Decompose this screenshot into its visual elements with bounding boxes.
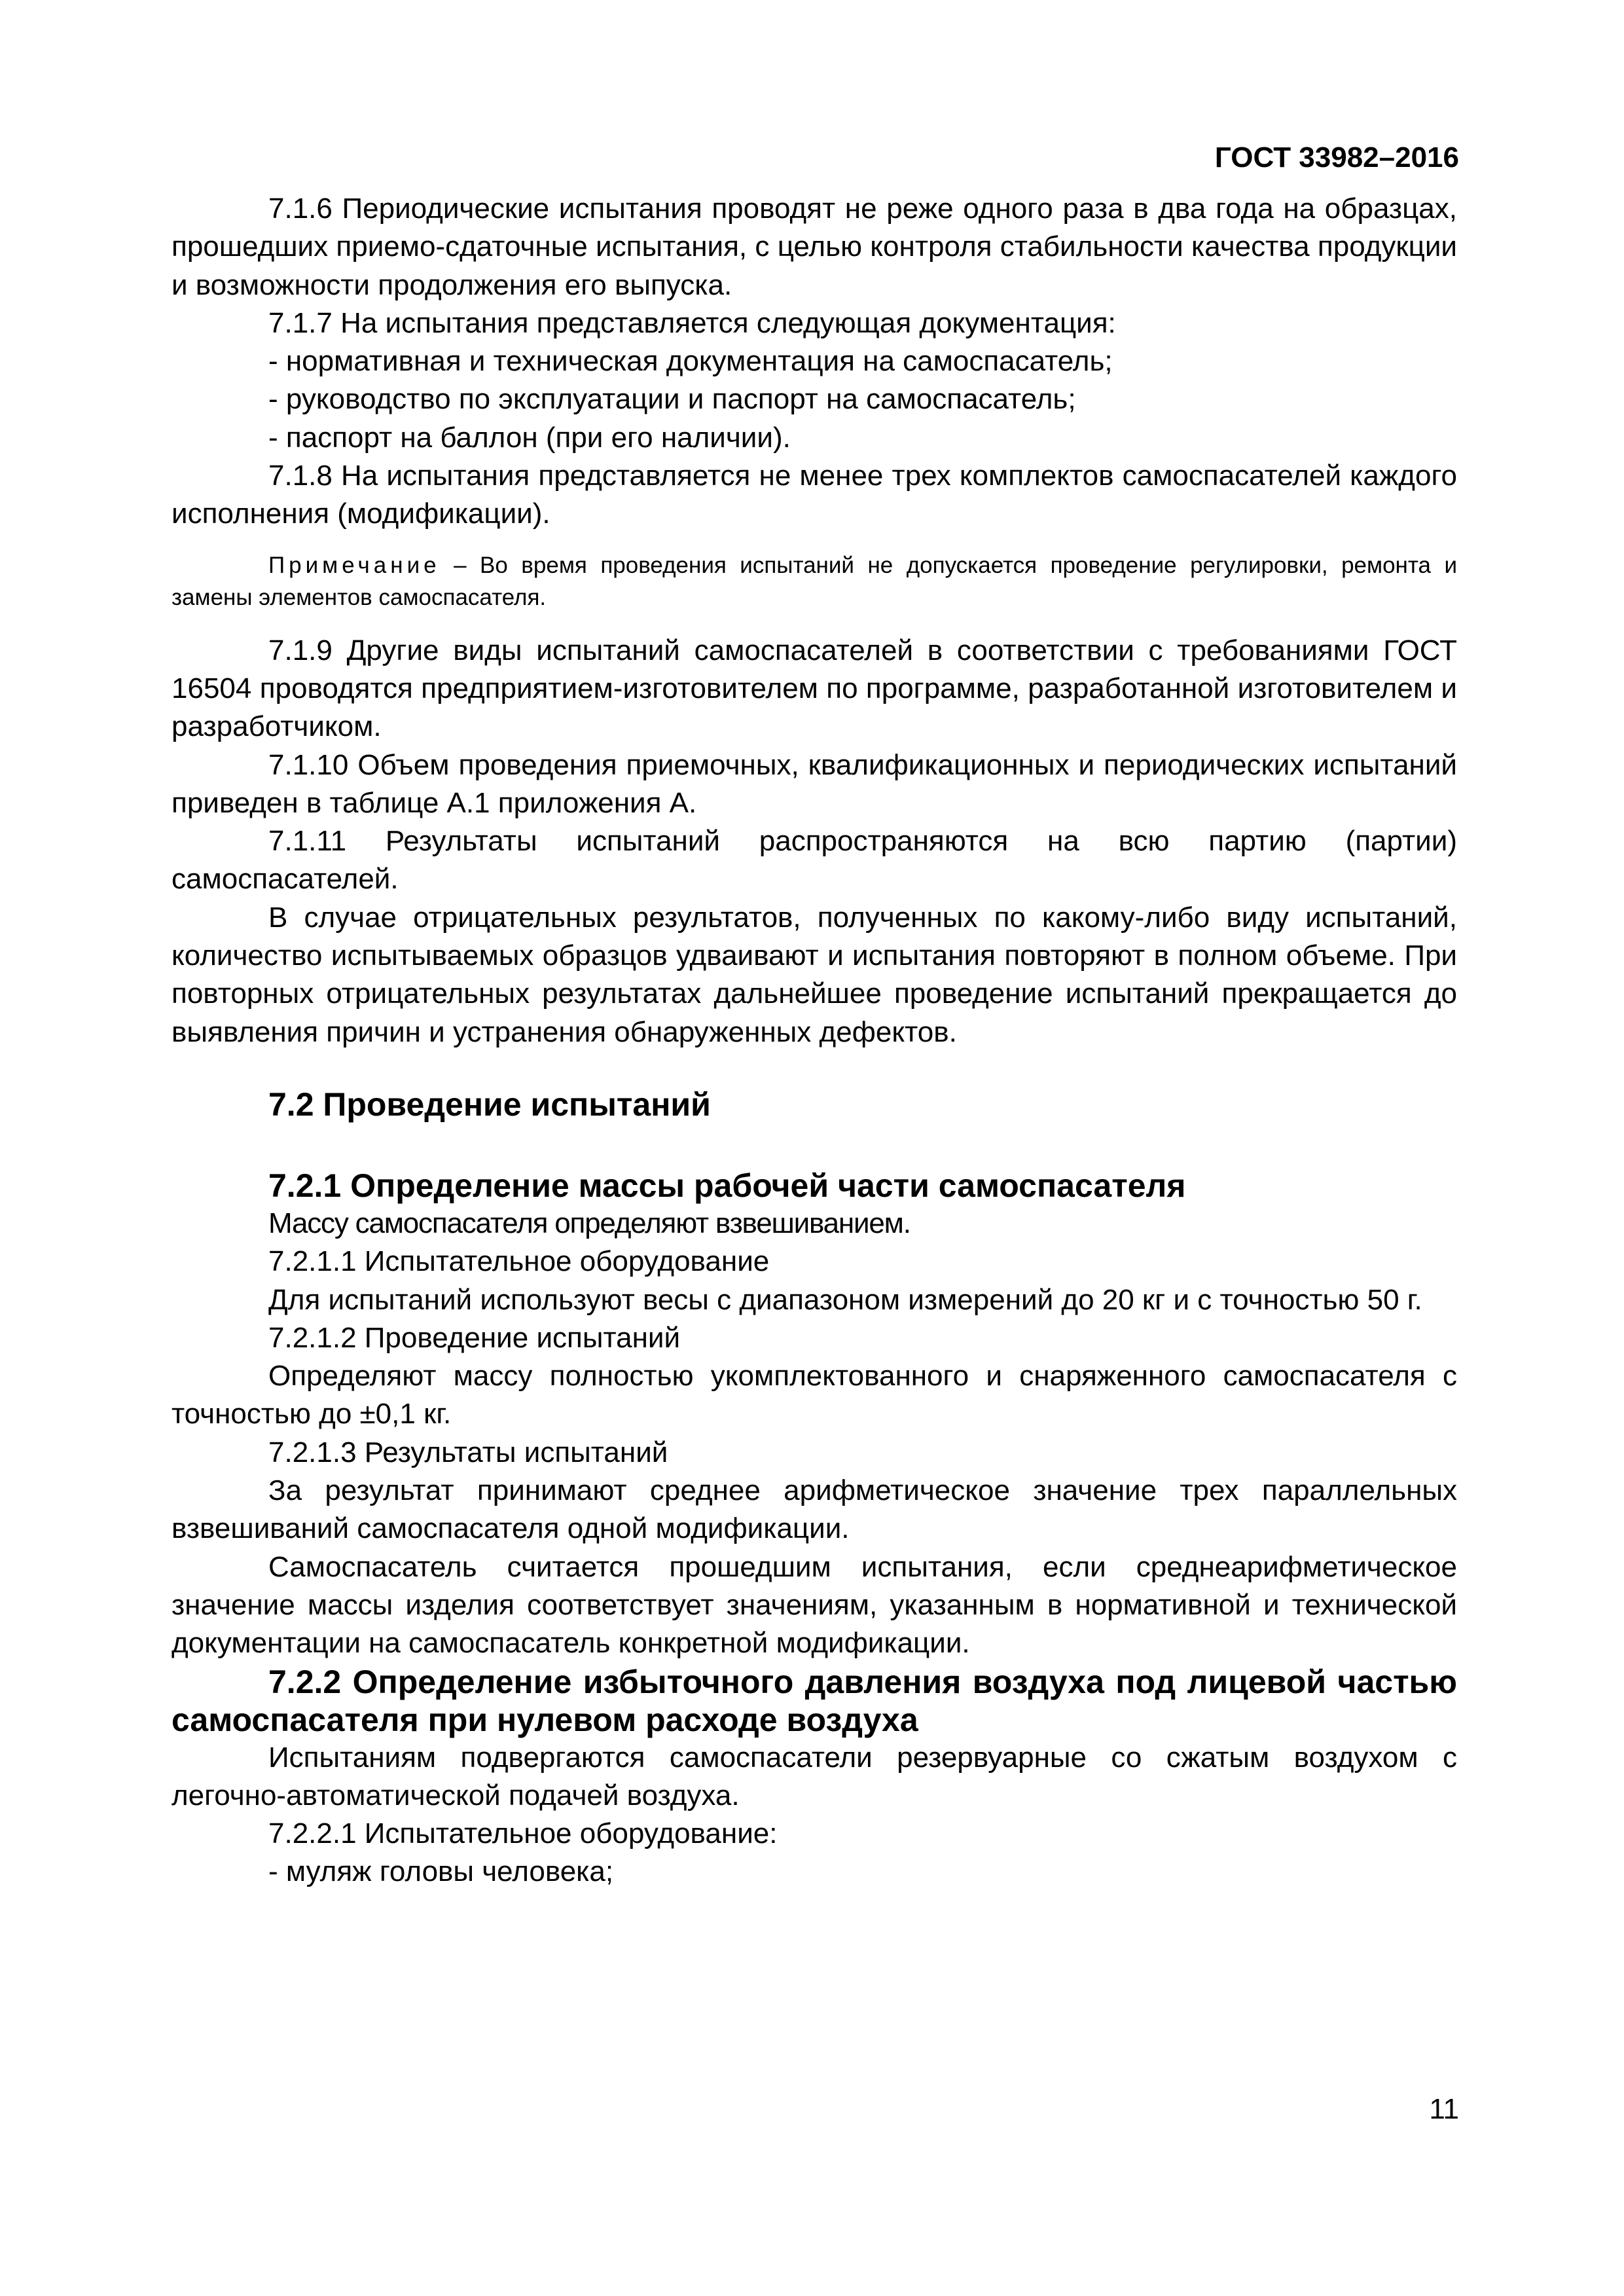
clause-7-2-1-1-text: Для испытаний используют весы с диапазоном измерений до 20 кг и с точностью 50 г. xyxy=(268,1283,1422,1316)
list-item: - муляж головы человека; xyxy=(268,1855,614,1888)
page-number: 11 xyxy=(1429,2093,1459,2125)
clause-7-1-7: 7.1.7 На испытания представляется следующая документация: xyxy=(268,306,1116,339)
subsection-heading-7-2-2: 7.2.2 Определение избыточного давления воздуха под лицевой частью самоспасателя при нулевом расходе воздуха xyxy=(171,1663,1457,1738)
clause-7-1-11: 7.1.11 Результаты испытаний распространяются на всю партию (партии) самоспасателей. xyxy=(171,825,1457,896)
note xyxy=(171,549,1457,613)
clause-7-1-9: 7.1.9 Другие виды испытаний самоспасателей в соответствии с требованиями ГОСТ 16504 проводятся предприятием-изготовителем по программе, разработанной изготовителем и разработчиком. xyxy=(171,634,1457,743)
document-code: ГОСТ 33982–2016 xyxy=(1214,141,1459,173)
clause-7-1-8: 7.1.8 На испытания представляется не менее трех комплектов самоспасателей каждого исполнения (модификации). xyxy=(171,460,1457,530)
clause-7-2-1-intro: Массу самоспасателя определяют взвешиванием. xyxy=(268,1207,911,1239)
clause-7-1-10: 7.1.10 Объем проведения приемочных, квалификационных и периодических испытаний приведен в таблице А.1 приложения А. xyxy=(171,748,1457,819)
clause-7-2-1-2: 7.2.1.2 Проведение испытаний xyxy=(268,1321,681,1354)
clause-7-2-2-intro: Испытаниям подвергаются самоспасатели резервуарные со сжатым воздухом с легочно-автоматической подачей воздуха. xyxy=(171,1741,1457,1812)
clause-7-1-11-continued: В случае отрицательных результатов, полученных по какому-либо виду испытаний, количество испытываемых образцов удваивают и испытания повторяют в полном объеме. При повторных отрицательных результатах дальнейшее проведение испытаний прекращается до выявления причин и устранения обнаруженных дефектов. xyxy=(171,901,1457,1048)
clause-7-2-1-3-text: За результат принимают среднее арифметическое значение трех параллельных взвешиваний самоспасателя одной модификации. xyxy=(171,1474,1457,1545)
clause-7-2-1-3: 7.2.1.3 Результаты испытаний xyxy=(268,1436,668,1468)
clause-7-2-1-1: 7.2.1.1 Испытательное оборудование xyxy=(268,1245,770,1278)
clause-7-2-1-2-text: Определяют массу полностью укомплектованного и снаряженного самоспасателя с точностью до ±0,1 кг. xyxy=(171,1360,1457,1430)
note-label: Примечание xyxy=(268,552,441,578)
section-heading-7-2: 7.2 Проведение испытаний xyxy=(268,1085,711,1123)
clause-7-2-1-3-conclusion: Самоспасатель считается прошедшим испытания, если среднеарифметическое значение массы изделия соответствует значениям, указанным в нормативной и технической документации на самоспасатель конкретной модификации. xyxy=(171,1550,1457,1660)
clause-7-2-2-1: 7.2.2.1 Испытательное оборудование: xyxy=(268,1817,778,1850)
list-item: - руководство по эксплуатации и паспорт на самоспасатель; xyxy=(268,383,1076,416)
page-content xyxy=(171,190,1457,1891)
clause-7-1-6: 7.1.6 Периодические испытания проводят не реже одного раза в два года на образцах, прошедших приемо-сдаточные испытания, с целью контроля стабильности качества продукции и возможности продолжения его выпуска. xyxy=(171,192,1457,301)
note-text: – Во время проведения испытаний не допускается проведение регулировки, ремонта и замены элементов самоспасателя. xyxy=(171,552,1457,610)
subsection-heading-7-2-1: 7.2.1 Определение массы рабочей части самоспасателя xyxy=(268,1167,1186,1204)
list-item: - паспорт на баллон (при его наличии). xyxy=(268,421,791,454)
list-item: - нормативная и техническая документация на самоспасатель; xyxy=(268,345,1113,378)
